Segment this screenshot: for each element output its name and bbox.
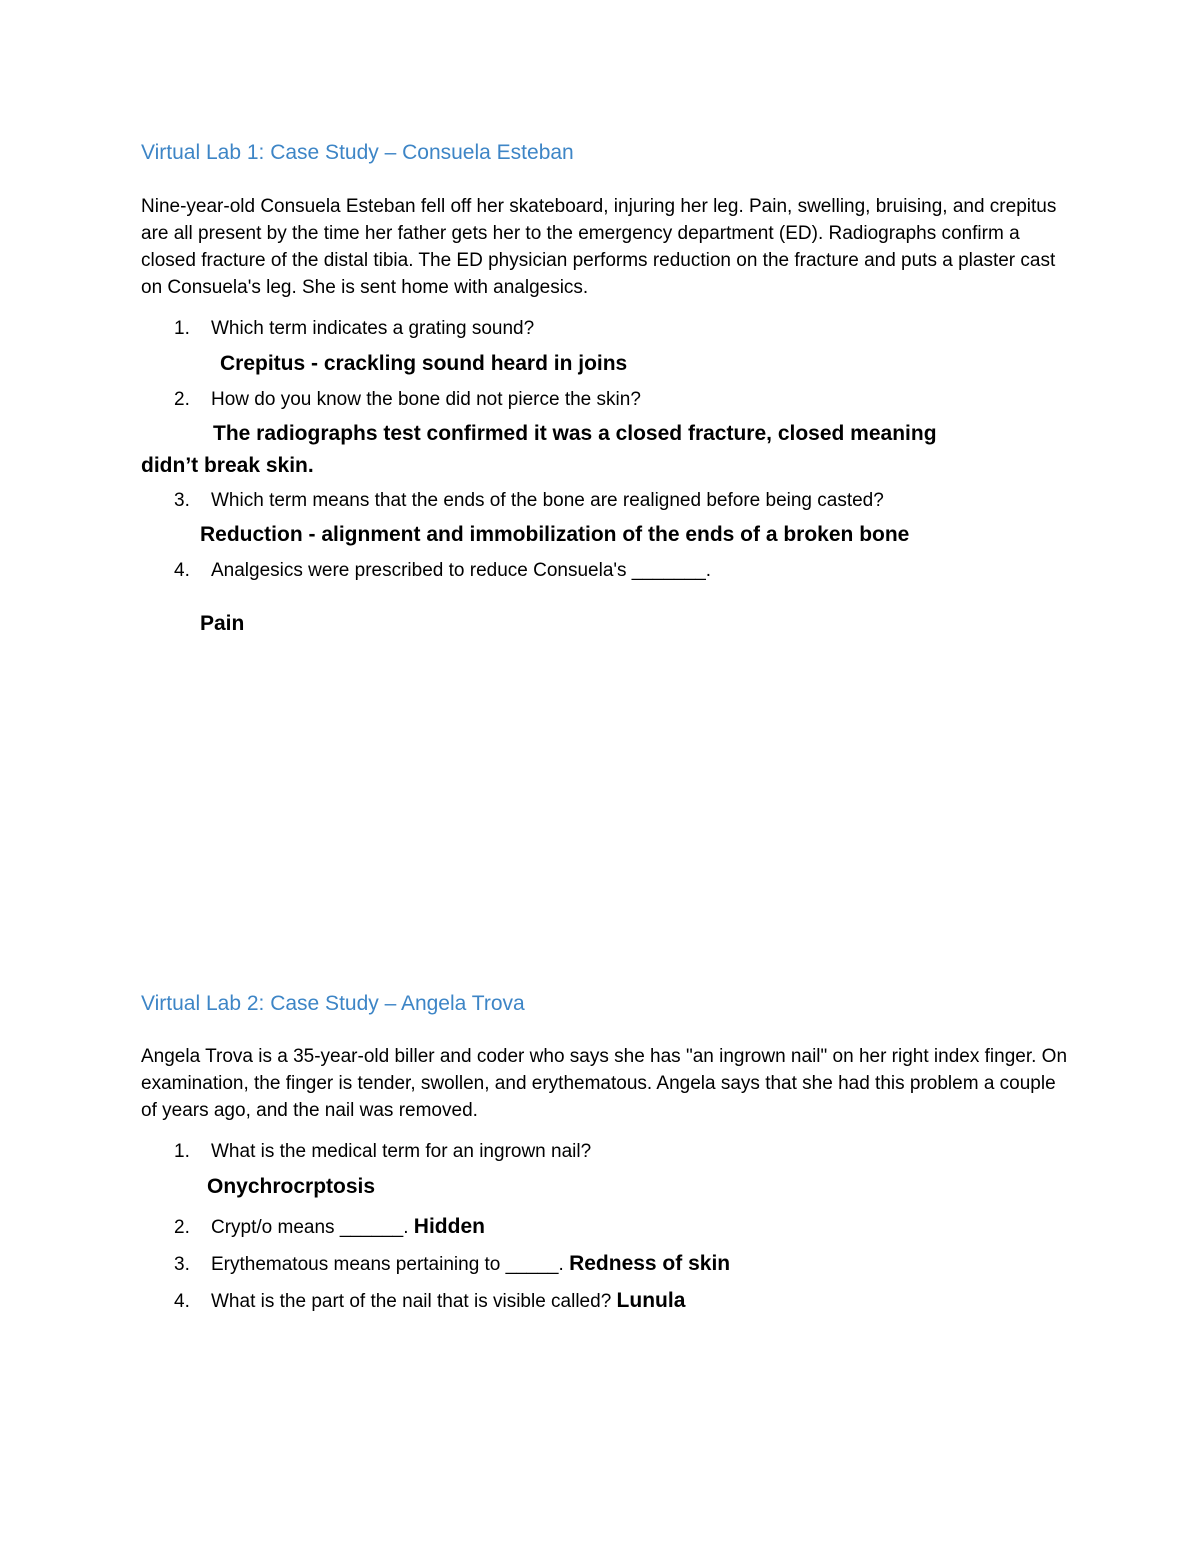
lab2-answer-4: Lunula xyxy=(616,1289,686,1312)
question-number: 2. xyxy=(174,389,190,410)
question-text: What is the part of the nail that is visible called? xyxy=(211,1291,612,1312)
lab2-question-2 xyxy=(174,1215,485,1239)
lab2-question-3 xyxy=(174,1252,730,1276)
lab2-answer-2: Hidden xyxy=(413,1215,485,1238)
lab1-answer-2-line1: The radiographs test confirmed it was a closed fracture, closed meaning xyxy=(213,422,937,445)
question-number: 2. xyxy=(174,1217,190,1238)
lab1-question-2 xyxy=(174,389,641,411)
lab1-answer-4: Pain xyxy=(200,612,245,635)
lab1-answer-1: Crepitus - crackling sound heard in joins xyxy=(220,352,628,375)
question-text: Which term means that the ends of the bone are realigned before being casted? xyxy=(211,490,884,511)
question-text: What is the medical term for an ingrown nail? xyxy=(211,1141,592,1162)
question-number: 4. xyxy=(174,1291,190,1312)
question-number: 1. xyxy=(174,318,190,339)
lab2-question-4 xyxy=(174,1289,685,1313)
lab1-question-3 xyxy=(174,490,884,512)
lab2-case-paragraph: Angela Trova is a 35-year-old biller and coder who says she has "an ingrown nail" on her right index finger. On examination, the finger is tender, swollen, and erythematous. Angela says that she had this problem a couple of years ago, and the nail was removed. xyxy=(141,1046,1068,1121)
question-text: Crypt/o means ______. xyxy=(211,1217,409,1238)
lab2-answer-1: Onychrocrptosis xyxy=(207,1175,376,1198)
question-text: How do you know the bone did not pierce the skin? xyxy=(211,389,641,410)
lab2-heading: Virtual Lab 2: Case Study – Angela Trova xyxy=(141,992,525,1015)
question-text: Which term indicates a grating sound? xyxy=(211,318,535,339)
question-text: Analgesics were prescribed to reduce Consuela's _______. xyxy=(211,560,712,581)
lab2-answer-3: Redness of skin xyxy=(569,1252,731,1275)
lab1-answer-3: Reduction - alignment and immobilization of the ends of a broken bone xyxy=(200,523,910,546)
question-text: Erythematous means pertaining to _____. xyxy=(211,1254,564,1275)
lab1-heading: Virtual Lab 1: Case Study – Consuela Esteban xyxy=(141,141,574,164)
lab1-question-4 xyxy=(174,560,711,582)
question-number: 4. xyxy=(174,560,190,581)
lab1-case-paragraph: Nine-year-old Consuela Esteban fell off her skateboard, injuring her leg. Pain, swelling, bruising, and crepitus are all present by the time her father gets her to the emergency department (ED). Radiographs confirm a closed fracture of the distal tibia. The ED physician performs reduction on the fracture and puts a plaster cast on Consuela's leg. She is sent home with analgesics. xyxy=(141,196,1057,298)
lab2-question-1 xyxy=(174,1141,591,1163)
question-number: 3. xyxy=(174,1254,190,1275)
question-number: 3. xyxy=(174,490,190,511)
lab1-answer-2-line2: didn’t break skin. xyxy=(141,454,314,477)
question-number: 1. xyxy=(174,1141,190,1162)
lab1-question-1 xyxy=(174,318,534,340)
